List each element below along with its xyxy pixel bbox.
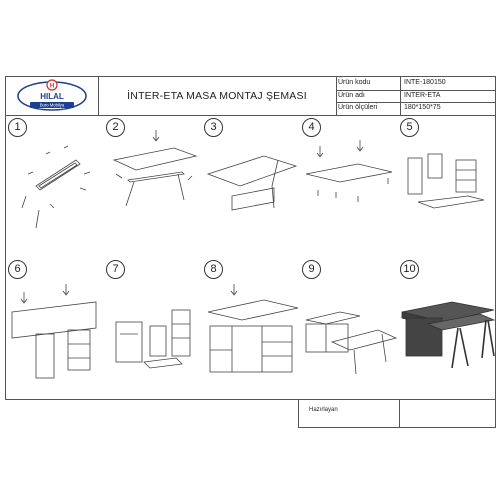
document-title: İNTER-ETA MASA MONTAJ ŞEMASI (98, 77, 337, 115)
svg-text:HILAL: HILAL (40, 92, 64, 101)
logo (6, 77, 99, 115)
desk-with-panel-icon (202, 116, 300, 258)
cabinet-assembly-icon (104, 258, 202, 400)
svg-text:H: H (49, 83, 55, 90)
hilal-logo-icon (6, 77, 98, 115)
product-name-value: INTER-ETA (404, 91, 441, 99)
product-name-row (336, 90, 495, 103)
product-size-label: Ürün ölçüleri (338, 104, 378, 112)
step-number: 1 (8, 118, 27, 137)
product-code-label: Ürün kodu (338, 79, 371, 86)
product-size-value: 180*150*75 (404, 104, 441, 112)
side-unit-icon (398, 116, 496, 258)
step-number: 3 (204, 118, 223, 137)
product-info (336, 77, 495, 115)
step-number: 6 (8, 260, 27, 279)
desk-top-frame-icon (104, 116, 202, 258)
step-number: 5 (400, 118, 419, 137)
step-number: 2 (106, 118, 125, 137)
screen-and-cabinet-icon (6, 258, 104, 400)
prepared-by-block (298, 400, 496, 428)
step-5 (398, 116, 496, 258)
product-name-label: Ürün adı (338, 91, 365, 99)
step-6 (6, 258, 104, 400)
step-number: 7 (106, 260, 125, 279)
step-number: 9 (302, 260, 321, 279)
step-number: 4 (302, 118, 321, 137)
step-3 (202, 116, 300, 258)
desk-and-credenza-icon (300, 258, 398, 400)
step-number: 8 (204, 260, 223, 279)
step-7 (104, 258, 202, 400)
product-size-row (336, 102, 495, 115)
assembly-steps-grid (5, 116, 496, 400)
product-code-row (336, 77, 495, 90)
step-10 (398, 258, 496, 400)
step-9 (300, 258, 398, 400)
step-2 (104, 116, 202, 258)
credenza-assembly-icon (202, 258, 300, 400)
svg-text:Buro Mobilya: Buro Mobilya (39, 102, 65, 108)
frame-parts-icon (6, 116, 104, 258)
step-8 (202, 258, 300, 400)
step-number: 10 (400, 260, 419, 279)
prepared-by-label: Hazırlayan (309, 407, 338, 413)
finished-desk-icon (398, 258, 496, 400)
step-4 (300, 116, 398, 258)
title-block (5, 76, 496, 116)
step-1 (6, 116, 104, 258)
top-panel-fixing-icon (300, 116, 398, 258)
product-code-value: INTE-180150 (404, 79, 446, 86)
